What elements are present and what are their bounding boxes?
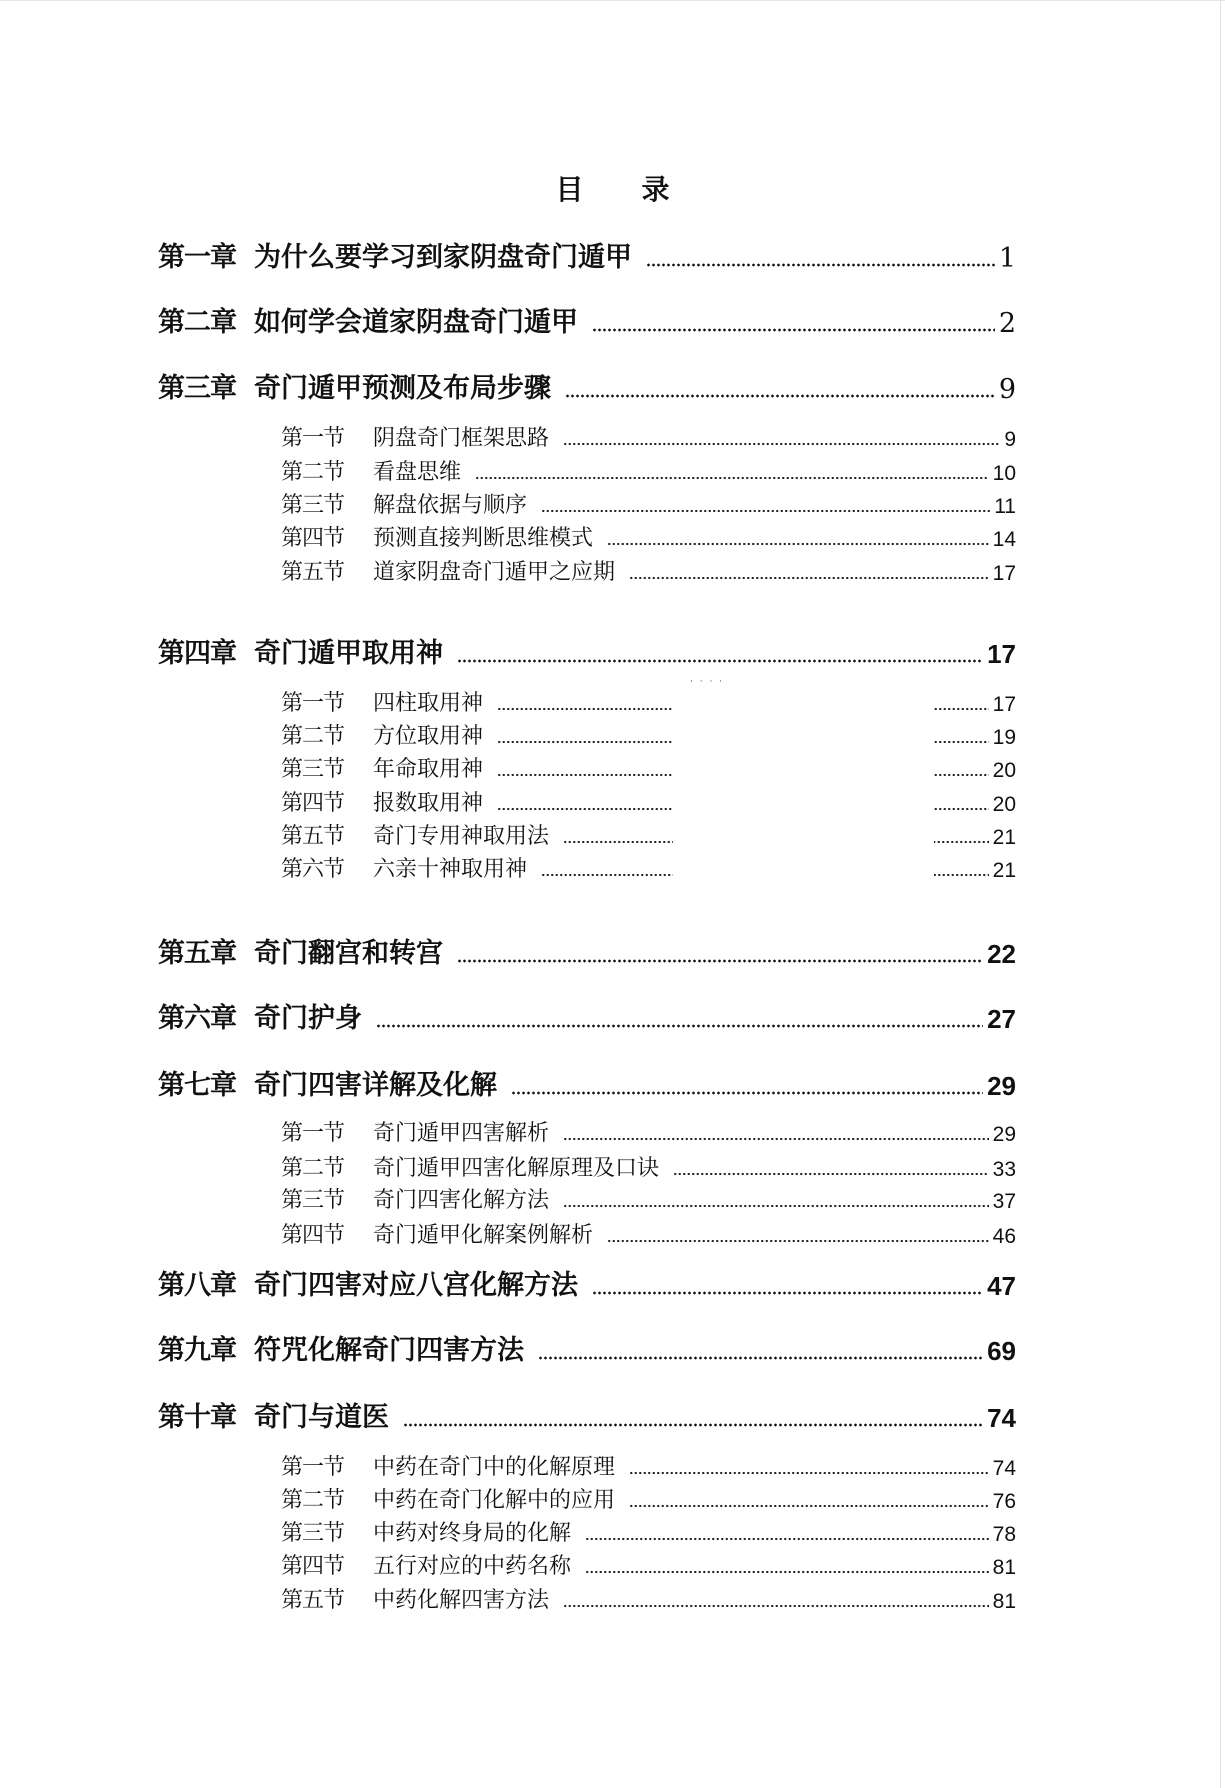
dot-leader: [629, 1471, 989, 1475]
page-right-edge: [1220, 0, 1221, 1788]
toc-section-10-5[interactable]: [281, 1586, 1016, 1614]
section-label: 第五节: [281, 560, 345, 585]
chapter-title: 为什么要学习到家阴盘奇门遁甲: [254, 242, 632, 273]
section-title: 年命取用神: [373, 757, 484, 782]
section-label: 第四节: [281, 1223, 345, 1248]
chapter-title: 符咒化解奇门四害方法: [254, 1335, 524, 1366]
section-page-number: 21: [992, 826, 1016, 849]
dot-leader: [563, 1137, 989, 1141]
section-label: 第二节: [281, 460, 345, 485]
toc-chapter-7[interactable]: [158, 1068, 1016, 1102]
toc-chapter-9[interactable]: [158, 1333, 1016, 1367]
chapter-page-number: 2: [998, 308, 1016, 339]
chapter-label: 第二章: [158, 307, 236, 338]
section-label: 第三节: [281, 1521, 345, 1546]
section-title: 预测直接判断思维模式: [373, 526, 594, 551]
section-title: 道家阴盘奇门遁甲之应期: [373, 560, 616, 585]
section-page-number: 17: [992, 562, 1016, 585]
section-title: 四柱取用神: [373, 691, 484, 716]
section-title: 奇门遁甲四害解析: [373, 1121, 550, 1146]
toc-section-3-5[interactable]: [281, 558, 1016, 586]
section-label: 第一节: [281, 426, 345, 451]
chapter-page-number: 22: [987, 939, 1016, 969]
dot-leader: [607, 542, 989, 546]
section-label: 第一节: [281, 1455, 345, 1480]
section-title: 中药在奇门化解中的应用: [373, 1488, 616, 1513]
section-title: 中药化解四害方法: [373, 1588, 550, 1613]
toc-chapter-4[interactable]: [158, 636, 1016, 670]
section-page-number: 81: [992, 1556, 1016, 1579]
toc-section-10-4[interactable]: [281, 1552, 1016, 1580]
toc-section-10-1[interactable]: [281, 1453, 1016, 1481]
chapter-page-number: 69: [987, 1336, 1016, 1366]
dot-leader: [646, 263, 995, 267]
chapter-title: 奇门护身: [254, 1003, 362, 1034]
chapter-label: 第三章: [158, 373, 236, 404]
section-page-number: 37: [992, 1190, 1016, 1213]
chapter-page-number: 29: [987, 1071, 1016, 1101]
chapter-label: 第七章: [158, 1070, 236, 1101]
dot-leader: [541, 509, 990, 513]
chapter-label: 第八章: [158, 1270, 236, 1301]
chapter-page-number: 17: [987, 639, 1016, 669]
dot-leader: [376, 1024, 983, 1028]
section-page-number: 29: [992, 1123, 1016, 1146]
toc-title-char-1: 目: [555, 173, 584, 206]
section-page-number: 14: [992, 528, 1016, 551]
section-title: 五行对应的中药名称: [373, 1554, 572, 1579]
chapter-title: 如何学会道家阴盘奇门遁甲: [254, 307, 578, 338]
dot-leader: [592, 1291, 983, 1295]
dot-leader: [457, 959, 983, 963]
chapter-label: 第六章: [158, 1003, 236, 1034]
section-title: 方位取用神: [373, 724, 484, 749]
dot-leader: [475, 476, 989, 480]
section-title: 奇门遁甲四害化解原理及口诀: [373, 1156, 660, 1181]
toc-chapter-10[interactable]: [158, 1400, 1016, 1434]
chapter-title: 奇门翻宫和转宫: [254, 938, 443, 969]
chapter-title: 奇门遁甲取用神: [254, 638, 443, 669]
section-title: 六亲十神取用神: [373, 857, 528, 882]
toc-title-char-2: 录: [641, 173, 670, 206]
toc-section-7-3[interactable]: [281, 1186, 1016, 1214]
section-title: 阴盘奇门框架思路: [373, 426, 550, 451]
dot-leader: [673, 1172, 989, 1176]
dot-leader: [563, 1204, 989, 1208]
toc-chapter-1[interactable]: [158, 240, 1016, 274]
chapter-title: 奇门遁甲预测及布局步骤: [254, 373, 551, 404]
dot-leader: [457, 659, 983, 663]
toc-chapter-2[interactable]: [158, 305, 1016, 339]
section-label: 第二节: [281, 1488, 345, 1513]
section-label: 第三节: [281, 1188, 345, 1213]
scan-artifact: · · · ·: [690, 677, 725, 687]
section-title: 奇门专用神取用法: [373, 824, 550, 849]
section-label: 第一节: [281, 691, 345, 716]
chapter-page-number: 9: [998, 374, 1016, 405]
toc-section-7-1[interactable]: [281, 1119, 1016, 1147]
dot-leader: [629, 576, 989, 580]
chapter-page-number: 1: [998, 243, 1016, 274]
toc-section-3-3[interactable]: [281, 491, 1016, 519]
section-page-number: 19: [992, 726, 1016, 749]
toc-section-7-4[interactable]: [281, 1221, 1016, 1249]
section-page-number: 33: [992, 1158, 1016, 1181]
dot-leader: [607, 1239, 989, 1243]
section-title: 看盘思维: [373, 460, 462, 485]
section-page-number: 17: [992, 693, 1016, 716]
section-page-number: 46: [992, 1225, 1016, 1248]
section-label: 第五节: [281, 824, 345, 849]
chapter-title: 奇门四害详解及化解: [254, 1070, 497, 1101]
chapter-label: 第五章: [158, 938, 236, 969]
toc-chapter-6[interactable]: [158, 1001, 1016, 1035]
dot-leader: [563, 442, 1000, 446]
toc-section-10-3[interactable]: [281, 1519, 1016, 1547]
section-label: 第三节: [281, 757, 345, 782]
section-title: 解盘依据与顺序: [373, 493, 528, 518]
section-page-number: 20: [992, 793, 1016, 816]
dot-leader: [563, 1604, 989, 1608]
section-label: 第三节: [281, 493, 345, 518]
section-page-number: 78: [992, 1523, 1016, 1546]
toc-section-3-4[interactable]: [281, 524, 1016, 552]
chapter-label: 第一章: [158, 242, 236, 273]
section-page-number: 10: [992, 462, 1016, 485]
section-page-number: 11: [994, 495, 1016, 518]
section-title: 中药在奇门中的化解原理: [373, 1455, 616, 1480]
dot-leader: [511, 1091, 983, 1095]
chapter-page-number: 47: [987, 1271, 1016, 1301]
toc-chapter-5[interactable]: [158, 936, 1016, 970]
section-label: 第五节: [281, 1588, 345, 1613]
redaction-mask: [673, 673, 934, 883]
chapter-label: 第四章: [158, 638, 236, 669]
dot-leader: [585, 1570, 989, 1574]
section-page-number: 74: [992, 1457, 1016, 1480]
toc-chapter-3[interactable]: [158, 371, 1016, 405]
section-label: 第四节: [281, 1554, 345, 1579]
dot-leader: [629, 1504, 989, 1508]
dot-leader: [538, 1356, 983, 1360]
dot-leader: [403, 1423, 983, 1427]
toc-section-7-2[interactable]: [281, 1154, 1016, 1182]
section-label: 第四节: [281, 526, 345, 551]
toc-title: [0, 172, 1225, 208]
section-page-number: 81: [992, 1590, 1016, 1613]
page-top-edge: [0, 0, 1225, 1]
chapter-page-number: 74: [987, 1403, 1016, 1433]
section-label: 第二节: [281, 1156, 345, 1181]
section-page-number: 76: [992, 1490, 1016, 1513]
dot-leader: [592, 328, 995, 332]
section-label: 第四节: [281, 791, 345, 816]
section-label: 第六节: [281, 857, 345, 882]
chapter-title: 奇门与道医: [254, 1402, 389, 1433]
section-page-number: 21: [992, 859, 1016, 882]
section-label: 第一节: [281, 1121, 345, 1146]
toc-section-10-2[interactable]: [281, 1486, 1016, 1514]
chapter-label: 第十章: [158, 1402, 236, 1433]
section-title: 中药对终身局的化解: [373, 1521, 572, 1546]
section-title: 报数取用神: [373, 791, 484, 816]
chapter-label: 第九章: [158, 1335, 236, 1366]
dot-leader: [565, 394, 995, 398]
toc-section-3-1[interactable]: [281, 424, 1016, 452]
section-label: 第二节: [281, 724, 345, 749]
section-title: 奇门四害化解方法: [373, 1188, 550, 1213]
toc-section-3-2[interactable]: [281, 458, 1016, 486]
chapter-page-number: 27: [987, 1004, 1016, 1034]
toc-chapter-8[interactable]: [158, 1268, 1016, 1302]
chapter-title: 奇门四害对应八宫化解方法: [254, 1270, 578, 1301]
dot-leader: [585, 1537, 989, 1541]
section-page-number: 20: [992, 759, 1016, 782]
section-title: 奇门遁甲化解案例解析: [373, 1223, 594, 1248]
section-page-number: 9: [1004, 428, 1016, 451]
